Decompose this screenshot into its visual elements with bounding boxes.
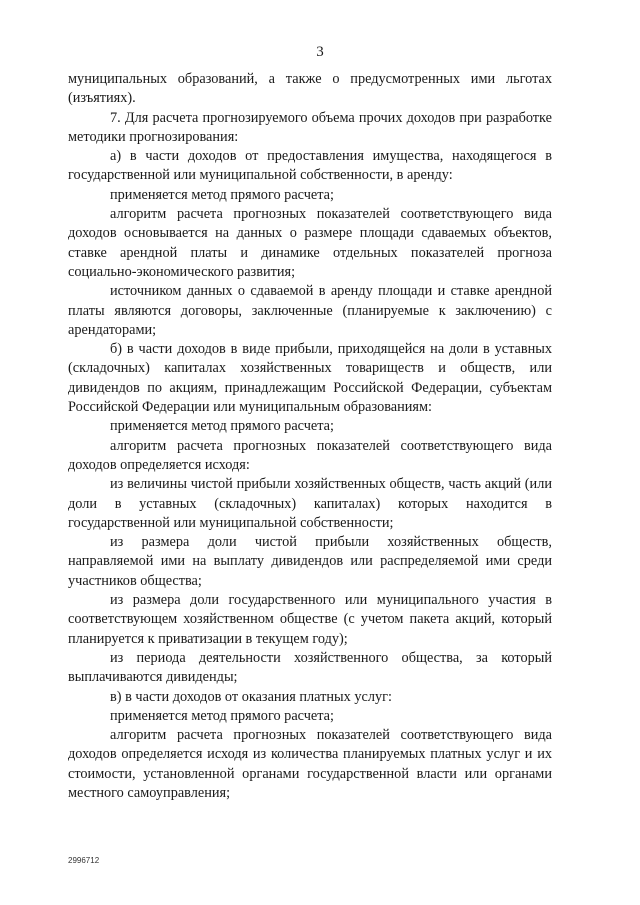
paragraph: алгоритм расчета прогнозных показателей соответствующего вида доходов определяется исходя: bbox=[68, 437, 552, 473]
paragraph: из размера доли чистой прибыли хозяйственных обществ, направляемой ими на выплату дивидендов или распределяемой ими среди участников общества; bbox=[68, 534, 552, 589]
paragraph: алгоритм расчета прогнозных показателей соответствующего вида доходов определяется исходя из количества планируемых платных услуг и их стоимости, установленной органами государственной власти или органами местного самоуправления; bbox=[68, 727, 552, 801]
paragraph: источником данных о сдаваемой в аренду площади и ставке арендной платы являются договоры, заключенные (планируемые к заключению) с арендаторами; bbox=[68, 283, 552, 338]
document-body bbox=[68, 70, 552, 803]
paragraph: применяется метод прямого расчета; bbox=[110, 186, 335, 203]
document-footer-code: 2996712 bbox=[68, 856, 100, 865]
paragraph-subitem-b: б) в части доходов в виде прибыли, приходящейся на доли в уставных (складочных) капиталах хозяйственных товариществ и обществ, или дивидендов по акциям, принадлежащим Российской Федерации, субъектам Российской Федерации или муниципальным образованиям: bbox=[68, 341, 552, 416]
paragraph-item-7: 7. Для расчета прогнозируемого объема прочих доходов при разработке методики прогнозирования: bbox=[68, 109, 552, 145]
paragraph-subitem-v: в) в части доходов от оказания платных услуг: bbox=[110, 688, 392, 705]
paragraph: из величины чистой прибыли хозяйственных обществ, часть акций (или доли в уставных (складочных) капиталах) которых находится в государственной или муниципальной собственности; bbox=[68, 476, 552, 531]
paragraph: применяется метод прямого расчета; bbox=[110, 418, 335, 435]
paragraph: применяется метод прямого расчета; bbox=[110, 707, 335, 724]
page-number: 3 bbox=[316, 44, 324, 60]
paragraph: из размера доли государственного или муниципального участия в соответствующем хозяйственном обществе (с учетом пакета акций, который планируется к приватизации в текущем году); bbox=[68, 592, 552, 647]
paragraph-continuation: муниципальных образований, а также о предусмотренных ими льготах (изъятиях). bbox=[68, 71, 552, 107]
paragraph: алгоритм расчета прогнозных показателей соответствующего вида доходов основывается на данных о размере площади сдаваемых объектов, ставке арендной платы и динамике отдельных показателей прогноза социально-экономического развития; bbox=[68, 206, 552, 280]
paragraph-subitem-a: а) в части доходов от предоставления имущества, находящегося в государственной или муниципальной собственности, в аренду: bbox=[68, 148, 552, 184]
paragraph: из периода деятельности хозяйственного общества, за который выплачиваются дивиденды; bbox=[68, 649, 552, 686]
